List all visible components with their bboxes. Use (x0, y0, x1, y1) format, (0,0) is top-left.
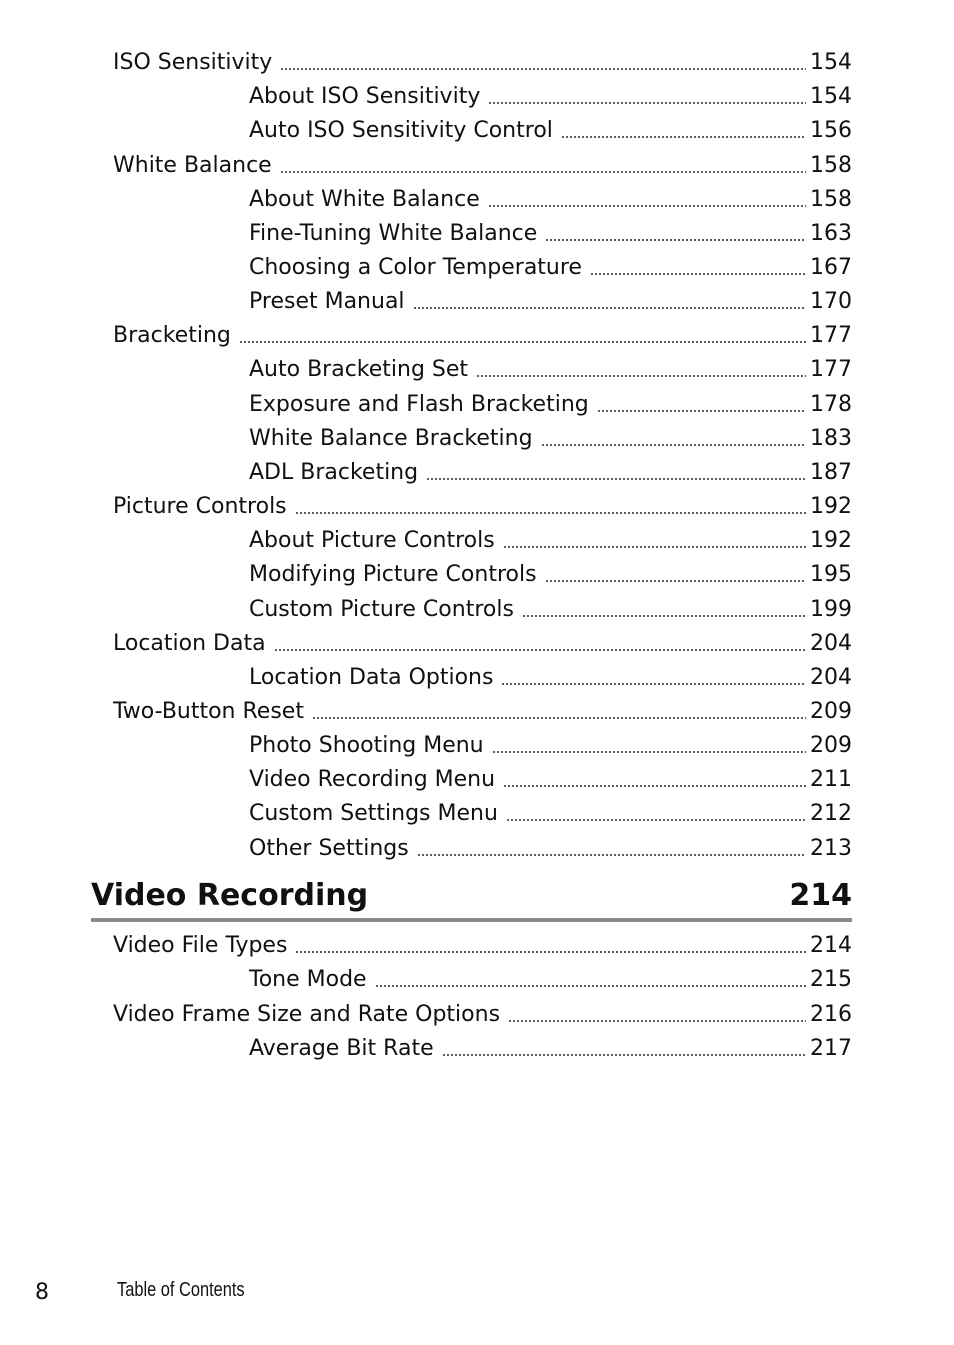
leader-dots (426, 478, 806, 480)
toc-entry[interactable] (113, 627, 852, 657)
leader-dots (545, 580, 806, 582)
leader-dots (413, 307, 806, 309)
toc-entry-label: Average Bit Rate (249, 1036, 434, 1061)
toc-entry-page: 177 (810, 323, 852, 348)
toc-entry-page: 217 (810, 1036, 852, 1061)
leader-dots (295, 951, 806, 953)
toc-entry-page: 177 (810, 357, 852, 382)
toc-entry-label: Auto ISO Sensitivity Control (249, 118, 553, 143)
toc-entry-page: 158 (810, 153, 852, 178)
toc-entry-label: Video Frame Size and Rate Options (113, 1002, 501, 1027)
toc-entry-page: 199 (810, 597, 852, 622)
leader-dots (541, 444, 806, 446)
toc-entry-page: 216 (810, 1002, 852, 1027)
footer-title: Table of Contents (117, 1279, 245, 1301)
section-divider (91, 918, 852, 922)
leader-dots (476, 375, 806, 377)
toc-entry[interactable] (249, 661, 852, 691)
toc-entry-page: 204 (810, 631, 852, 656)
leader-dots (274, 649, 806, 651)
toc-entry-page: 154 (810, 50, 852, 75)
footer-page-number: 8 (35, 1280, 49, 1305)
leader-dots (442, 1054, 806, 1056)
toc-entry-page: 212 (810, 801, 852, 826)
toc-entry-page: 195 (810, 562, 852, 587)
toc-entry[interactable] (249, 251, 852, 281)
leader-dots (239, 341, 806, 343)
toc-entry[interactable] (113, 695, 852, 725)
leader-dots (503, 546, 806, 548)
toc-entry-label: White Balance Bracketing (249, 426, 533, 451)
toc-entry-label: Bracketing (113, 323, 231, 348)
toc-entry[interactable] (249, 422, 852, 452)
toc-entry-page: 209 (810, 733, 852, 758)
toc-entry-label: Location Data (113, 631, 266, 656)
toc-entry[interactable] (249, 1032, 852, 1062)
toc-entry-label: About Picture Controls (249, 528, 495, 553)
toc-entry-label: Auto Bracketing Set (249, 357, 469, 382)
toc-entry-page: 156 (810, 118, 852, 143)
toc-entry-label: White Balance (113, 153, 272, 178)
toc-entry-label: About White Balance (249, 187, 480, 212)
toc-entry[interactable] (113, 929, 852, 959)
toc-entry-label: Choosing a Color Temperature (249, 255, 582, 280)
leader-dots (590, 273, 806, 275)
section-title: Video Recording (91, 878, 369, 913)
toc-entry[interactable] (249, 183, 852, 213)
toc-entry[interactable] (249, 80, 852, 110)
toc-entry-page: 211 (810, 767, 852, 792)
toc-entry[interactable] (249, 353, 852, 383)
toc-entry-label: Video Recording Menu (249, 767, 496, 792)
toc-entry-label: Modifying Picture Controls (249, 562, 537, 587)
leader-dots (492, 751, 806, 753)
toc-entry-page: 204 (810, 665, 852, 690)
leader-dots (295, 512, 806, 514)
toc-entry-label: Exposure and Flash Bracketing (249, 392, 589, 417)
leader-dots (417, 854, 806, 856)
leader-dots (280, 68, 806, 70)
toc-entry[interactable] (113, 149, 852, 179)
leader-dots (488, 102, 806, 104)
toc-entry-label: About ISO Sensitivity (249, 84, 481, 109)
leader-dots (561, 136, 806, 138)
toc-entry[interactable] (249, 729, 852, 759)
toc-entry[interactable] (249, 524, 852, 554)
toc-entry-page: 214 (810, 933, 852, 958)
toc-entry-page: 183 (810, 426, 852, 451)
toc-entry-page: 187 (810, 460, 852, 485)
toc-entry-page: 215 (810, 967, 852, 992)
toc-entry-label: Video File Types (113, 933, 288, 958)
toc-entry-page: 192 (810, 494, 852, 519)
toc-entry[interactable] (113, 490, 852, 520)
toc-entry[interactable] (249, 114, 852, 144)
leader-dots (506, 819, 806, 821)
toc-entry[interactable] (249, 558, 852, 588)
toc-entry-page: 167 (810, 255, 852, 280)
leader-dots (312, 717, 806, 719)
toc-entry-label: Tone Mode (249, 967, 367, 992)
leader-dots (597, 410, 806, 412)
toc-entry[interactable] (249, 285, 852, 315)
toc-entry[interactable] (249, 388, 852, 418)
toc-entry[interactable] (249, 593, 852, 623)
toc-entry[interactable] (249, 797, 852, 827)
toc-entry-label: Preset Manual (249, 289, 405, 314)
toc-entry[interactable] (113, 319, 852, 349)
section-page: 214 (789, 878, 852, 913)
toc-entry-label: ISO Sensitivity (113, 50, 273, 75)
leader-dots (375, 985, 806, 987)
toc-entry-label: Location Data Options (249, 665, 494, 690)
toc-entry-page: 170 (810, 289, 852, 314)
leader-dots (501, 683, 806, 685)
toc-entry[interactable] (249, 456, 852, 486)
toc-entry-label: Other Settings (249, 836, 409, 861)
toc-entry-page: 178 (810, 392, 852, 417)
toc-entry-label: Custom Picture Controls (249, 597, 514, 622)
leader-dots (545, 239, 806, 241)
leader-dots (503, 785, 806, 787)
toc-entry-label: ADL Bracketing (249, 460, 419, 485)
toc-entry-label: Fine-Tuning White Balance (249, 221, 538, 246)
section-heading[interactable] (91, 874, 852, 914)
toc-entry-page: 154 (810, 84, 852, 109)
leader-dots (488, 205, 806, 207)
toc-entry[interactable] (249, 217, 852, 247)
toc-entry[interactable] (249, 963, 852, 993)
toc-entry-page: 192 (810, 528, 852, 553)
toc-entry-page: 209 (810, 699, 852, 724)
toc-entry[interactable] (249, 763, 852, 793)
toc-entry-label: Custom Settings Menu (249, 801, 498, 826)
toc-entry-label: Picture Controls (113, 494, 287, 519)
leader-dots (508, 1020, 806, 1022)
leader-dots (522, 615, 806, 617)
toc-entry-page: 213 (810, 836, 852, 861)
toc-entry[interactable] (113, 998, 852, 1028)
toc-entry[interactable] (249, 832, 852, 862)
toc-entry-label: Photo Shooting Menu (249, 733, 484, 758)
leader-dots (280, 171, 806, 173)
toc-entry-page: 163 (810, 221, 852, 246)
toc-entry-label: Two-Button Reset (113, 699, 304, 724)
toc-entry-page: 158 (810, 187, 852, 212)
toc-entry[interactable] (113, 46, 852, 76)
